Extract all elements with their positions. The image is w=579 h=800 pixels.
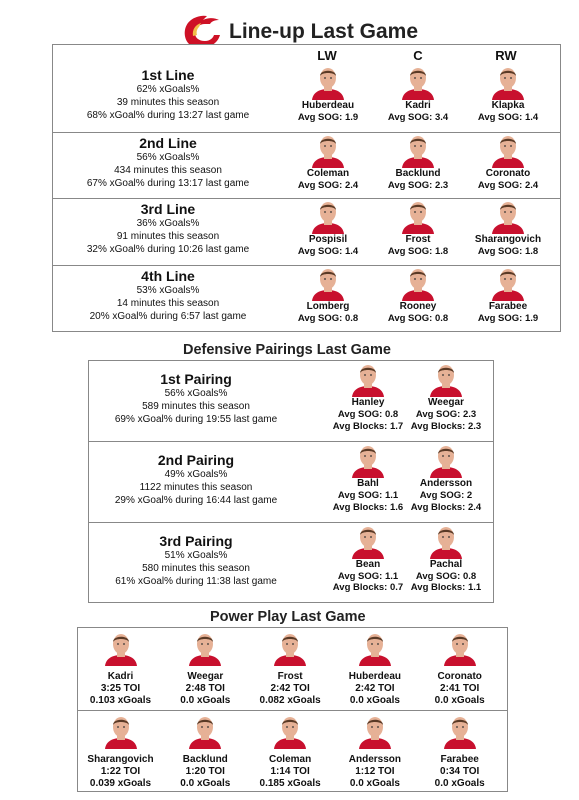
player-blocks: Avg Blocks: 2.3 bbox=[410, 420, 482, 432]
line-minutes: 14 minutes this season bbox=[116, 297, 220, 309]
player-toi: 2:48 TOI bbox=[185, 683, 225, 694]
player-headshot-icon bbox=[103, 632, 139, 666]
player-toi: 1:12 TOI bbox=[355, 765, 395, 777]
power-play-player-card bbox=[327, 632, 422, 707]
player-headshot-icon bbox=[442, 715, 478, 749]
pair-minutes: 1122 minutes this season bbox=[139, 482, 253, 494]
player-sog: Avg SOG: 1.9 bbox=[477, 312, 539, 324]
player-card bbox=[372, 66, 464, 124]
player-name: Farabee bbox=[488, 300, 528, 312]
line-xgoals: 53% xGoals% bbox=[136, 284, 200, 296]
player-card bbox=[400, 525, 492, 594]
player-headshot-icon bbox=[428, 444, 464, 478]
player-xgoals: 0.103 xGoals bbox=[89, 695, 152, 706]
pair-name: 1st Pairing bbox=[160, 371, 232, 387]
pair-xgoals: 51% xGoals% bbox=[164, 549, 228, 561]
player-name: Backlund bbox=[395, 167, 441, 179]
player-headshot-icon bbox=[400, 134, 436, 168]
player-toi: 2:41 TOI bbox=[440, 683, 480, 694]
player-headshot-icon bbox=[490, 134, 526, 168]
player-card bbox=[372, 134, 464, 192]
forward-lines-table bbox=[52, 44, 561, 332]
player-xgoals: 0.0 xGoals bbox=[349, 695, 400, 706]
player-headshot-icon bbox=[428, 525, 464, 559]
player-sog: Avg SOG: 2.4 bbox=[477, 179, 539, 191]
forward-line-row bbox=[53, 132, 560, 200]
player-headshot-icon bbox=[400, 200, 436, 234]
line-last-game: 32% xGoal% during 10:26 last game bbox=[86, 244, 250, 255]
player-name: Weegar bbox=[428, 397, 464, 408]
power-play-row bbox=[78, 710, 507, 793]
pair-xgoals: 56% xGoals% bbox=[164, 388, 228, 399]
forward-line-row bbox=[53, 265, 560, 333]
power-play-player-card bbox=[327, 715, 422, 790]
pair-info bbox=[89, 533, 303, 588]
power-play-player-card bbox=[158, 632, 253, 707]
player-blocks: Avg Blocks: 1.1 bbox=[410, 582, 482, 594]
player-toi: 1:20 TOI bbox=[185, 765, 225, 777]
player-headshot-icon bbox=[357, 632, 393, 666]
player-sog: Avg SOG: 1.1 bbox=[337, 570, 399, 582]
player-toi: 1:14 TOI bbox=[270, 765, 310, 777]
player-xgoals: 0.082 xGoals bbox=[259, 695, 321, 706]
pair-xgoals: 49% xGoals% bbox=[164, 469, 228, 481]
player-card bbox=[282, 66, 374, 124]
player-xgoals: 0.0 xGoals bbox=[434, 695, 485, 706]
power-play-player-card bbox=[158, 715, 253, 790]
player-sog: Avg SOG: 1.4 bbox=[477, 112, 539, 123]
player-name: Pospisil bbox=[308, 234, 348, 245]
player-name: Frost bbox=[277, 671, 303, 682]
forward-line-row bbox=[53, 198, 560, 266]
player-name: Kadri bbox=[405, 100, 431, 111]
player-card bbox=[282, 134, 374, 192]
line-xgoals: 36% xGoals% bbox=[136, 218, 200, 229]
player-name: Pachal bbox=[429, 558, 463, 570]
player-name: Sharangovich bbox=[474, 234, 542, 245]
player-headshot-icon bbox=[187, 632, 223, 666]
pair-name: 2nd Pairing bbox=[157, 452, 235, 469]
power-play-player-card bbox=[412, 715, 507, 790]
line-minutes: 39 minutes this season bbox=[116, 97, 220, 108]
column-header-lw: LW bbox=[317, 48, 337, 63]
player-headshot-icon bbox=[103, 715, 139, 749]
player-name: Hanley bbox=[351, 397, 385, 408]
player-name: Bahl bbox=[357, 478, 379, 490]
forward-line-row bbox=[53, 65, 560, 132]
pair-last-game: 29% xGoal% during 16:44 last game bbox=[114, 495, 278, 507]
player-sog: Avg SOG: 0.8 bbox=[387, 312, 449, 324]
power-play-player-card bbox=[243, 632, 338, 707]
player-headshot-icon bbox=[310, 200, 346, 234]
player-name: Coleman bbox=[306, 167, 350, 179]
player-toi: 0:34 TOI bbox=[440, 765, 480, 777]
player-xgoals: 0.039 xGoals bbox=[89, 777, 152, 789]
player-headshot-icon bbox=[357, 715, 393, 749]
player-card bbox=[400, 444, 492, 513]
player-sog: Avg SOG: 1.8 bbox=[387, 246, 449, 257]
player-card bbox=[462, 66, 554, 124]
line-last-game: 67% xGoal% during 13:17 last game bbox=[86, 177, 250, 189]
power-play-player-card bbox=[243, 715, 338, 790]
player-name: Weegar bbox=[187, 671, 224, 682]
player-xgoals: 0.0 xGoals bbox=[349, 777, 400, 789]
player-headshot-icon bbox=[428, 363, 464, 397]
pair-minutes: 580 minutes this season bbox=[142, 562, 250, 574]
power-play-table bbox=[77, 627, 508, 792]
player-headshot-icon bbox=[350, 444, 386, 478]
player-name: Farabee bbox=[440, 753, 479, 765]
player-headshot-icon bbox=[490, 66, 526, 100]
line-name: 3rd Line bbox=[140, 201, 196, 217]
player-blocks: Avg Blocks: 0.7 bbox=[332, 582, 404, 594]
player-name: Coleman bbox=[268, 753, 312, 765]
player-card bbox=[372, 200, 464, 258]
player-headshot-icon bbox=[350, 525, 386, 559]
line-minutes: 91 minutes this season bbox=[116, 231, 220, 242]
player-headshot-icon bbox=[272, 715, 308, 749]
player-name: Frost bbox=[405, 234, 431, 245]
player-headshot-icon bbox=[400, 267, 436, 301]
player-headshot-icon bbox=[400, 66, 436, 100]
player-toi: 3:25 TOI bbox=[100, 683, 141, 694]
defense-pair-row bbox=[89, 522, 493, 603]
player-sog: Avg SOG: 2 bbox=[419, 490, 473, 502]
pair-last-game: 69% xGoal% during 19:55 last game bbox=[114, 414, 278, 425]
player-sog: Avg SOG: 1.1 bbox=[337, 490, 399, 502]
defense-pair-row bbox=[89, 441, 493, 522]
player-sog: Avg SOG: 3.4 bbox=[387, 112, 449, 123]
power-play-player-card bbox=[73, 632, 168, 707]
line-name: 2nd Line bbox=[139, 134, 197, 151]
player-name: Huberdeau bbox=[348, 671, 401, 682]
power-play-player-card bbox=[73, 715, 168, 790]
defense-pairings-table bbox=[88, 360, 494, 603]
player-sog: Avg SOG: 0.8 bbox=[297, 312, 359, 324]
player-sog: Avg SOG: 2.4 bbox=[297, 179, 359, 191]
player-name: Kadri bbox=[107, 671, 134, 682]
line-name: 4th Line bbox=[141, 267, 195, 284]
player-sog: Avg SOG: 0.8 bbox=[337, 409, 399, 420]
player-headshot-icon bbox=[490, 267, 526, 301]
player-headshot-icon bbox=[187, 715, 223, 749]
player-blocks: Avg Blocks: 1.7 bbox=[332, 420, 404, 432]
player-blocks: Avg Blocks: 2.4 bbox=[410, 501, 482, 513]
player-xgoals: 0.185 xGoals bbox=[259, 777, 321, 789]
line-last-game: 68% xGoal% during 13:27 last game bbox=[86, 110, 250, 121]
player-sog: Avg SOG: 2.3 bbox=[415, 409, 477, 420]
player-card bbox=[462, 134, 554, 192]
player-headshot-icon bbox=[490, 200, 526, 234]
player-headshot-icon bbox=[310, 134, 346, 168]
player-card bbox=[282, 200, 374, 258]
player-sog: Avg SOG: 0.8 bbox=[415, 570, 477, 582]
line-info bbox=[53, 201, 283, 256]
pair-last-game: 61% xGoal% during 11:38 last game bbox=[115, 575, 277, 587]
player-card bbox=[282, 267, 374, 325]
defense-section-title: Defensive Pairings Last Game bbox=[183, 342, 391, 358]
player-toi: 1:22 TOI bbox=[100, 765, 141, 777]
player-name: Rooney bbox=[399, 300, 437, 312]
line-minutes: 434 minutes this season bbox=[114, 164, 222, 176]
player-headshot-icon bbox=[310, 66, 346, 100]
pair-info bbox=[89, 371, 303, 426]
page-title: Line-up Last Game bbox=[229, 20, 419, 43]
player-name: Coronato bbox=[485, 167, 531, 179]
player-xgoals: 0.0 xGoals bbox=[180, 777, 231, 789]
column-header-c: C bbox=[413, 48, 423, 63]
player-name: Andersson bbox=[419, 478, 473, 490]
player-headshot-icon bbox=[272, 632, 308, 666]
player-name: Sharangovich bbox=[87, 753, 154, 765]
player-card bbox=[462, 267, 554, 325]
line-name: 1st Line bbox=[141, 67, 195, 83]
player-headshot-icon bbox=[350, 363, 386, 397]
line-xgoals: 62% xGoals% bbox=[136, 84, 200, 95]
player-name: Coronato bbox=[437, 671, 482, 682]
player-headshot-icon bbox=[442, 632, 478, 666]
page-header bbox=[0, 8, 579, 48]
player-name: Lomberg bbox=[306, 300, 350, 312]
player-sog: Avg SOG: 2.3 bbox=[387, 179, 449, 191]
player-sog: Avg SOG: 1.8 bbox=[477, 246, 539, 257]
player-card bbox=[462, 200, 554, 258]
pair-name: 3rd Pairing bbox=[159, 532, 233, 549]
line-xgoals: 56% xGoals% bbox=[136, 151, 200, 163]
player-name: Andersson bbox=[348, 753, 401, 765]
defense-pair-row bbox=[89, 361, 493, 441]
player-blocks: Avg Blocks: 1.6 bbox=[332, 501, 404, 513]
line-info bbox=[53, 268, 283, 323]
line-info bbox=[53, 135, 283, 190]
player-toi: 2:42 TOI bbox=[355, 683, 395, 694]
player-headshot-icon bbox=[310, 267, 346, 301]
column-header-rw: RW bbox=[495, 48, 517, 63]
player-card bbox=[372, 267, 464, 325]
player-card bbox=[400, 363, 492, 432]
player-sog: Avg SOG: 1.9 bbox=[297, 112, 359, 123]
player-name: Backlund bbox=[182, 753, 228, 765]
player-name: Bean bbox=[355, 558, 381, 570]
pair-info bbox=[89, 452, 303, 507]
pair-minutes: 589 minutes this season bbox=[142, 401, 250, 412]
player-name: Huberdeau bbox=[301, 100, 355, 111]
line-last-game: 20% xGoal% during 6:57 last game bbox=[89, 310, 247, 322]
line-info bbox=[53, 67, 283, 122]
player-xgoals: 0.0 xGoals bbox=[180, 695, 231, 706]
power-play-player-card bbox=[412, 632, 507, 707]
player-sog: Avg SOG: 1.4 bbox=[297, 246, 359, 257]
power-play-section-title: Power Play Last Game bbox=[210, 609, 366, 625]
flaming-c-logo bbox=[181, 14, 221, 48]
player-xgoals: 0.0 xGoals bbox=[434, 777, 485, 789]
player-toi: 2:42 TOI bbox=[270, 683, 310, 694]
player-name: Klapka bbox=[491, 100, 525, 111]
power-play-row bbox=[78, 628, 507, 710]
